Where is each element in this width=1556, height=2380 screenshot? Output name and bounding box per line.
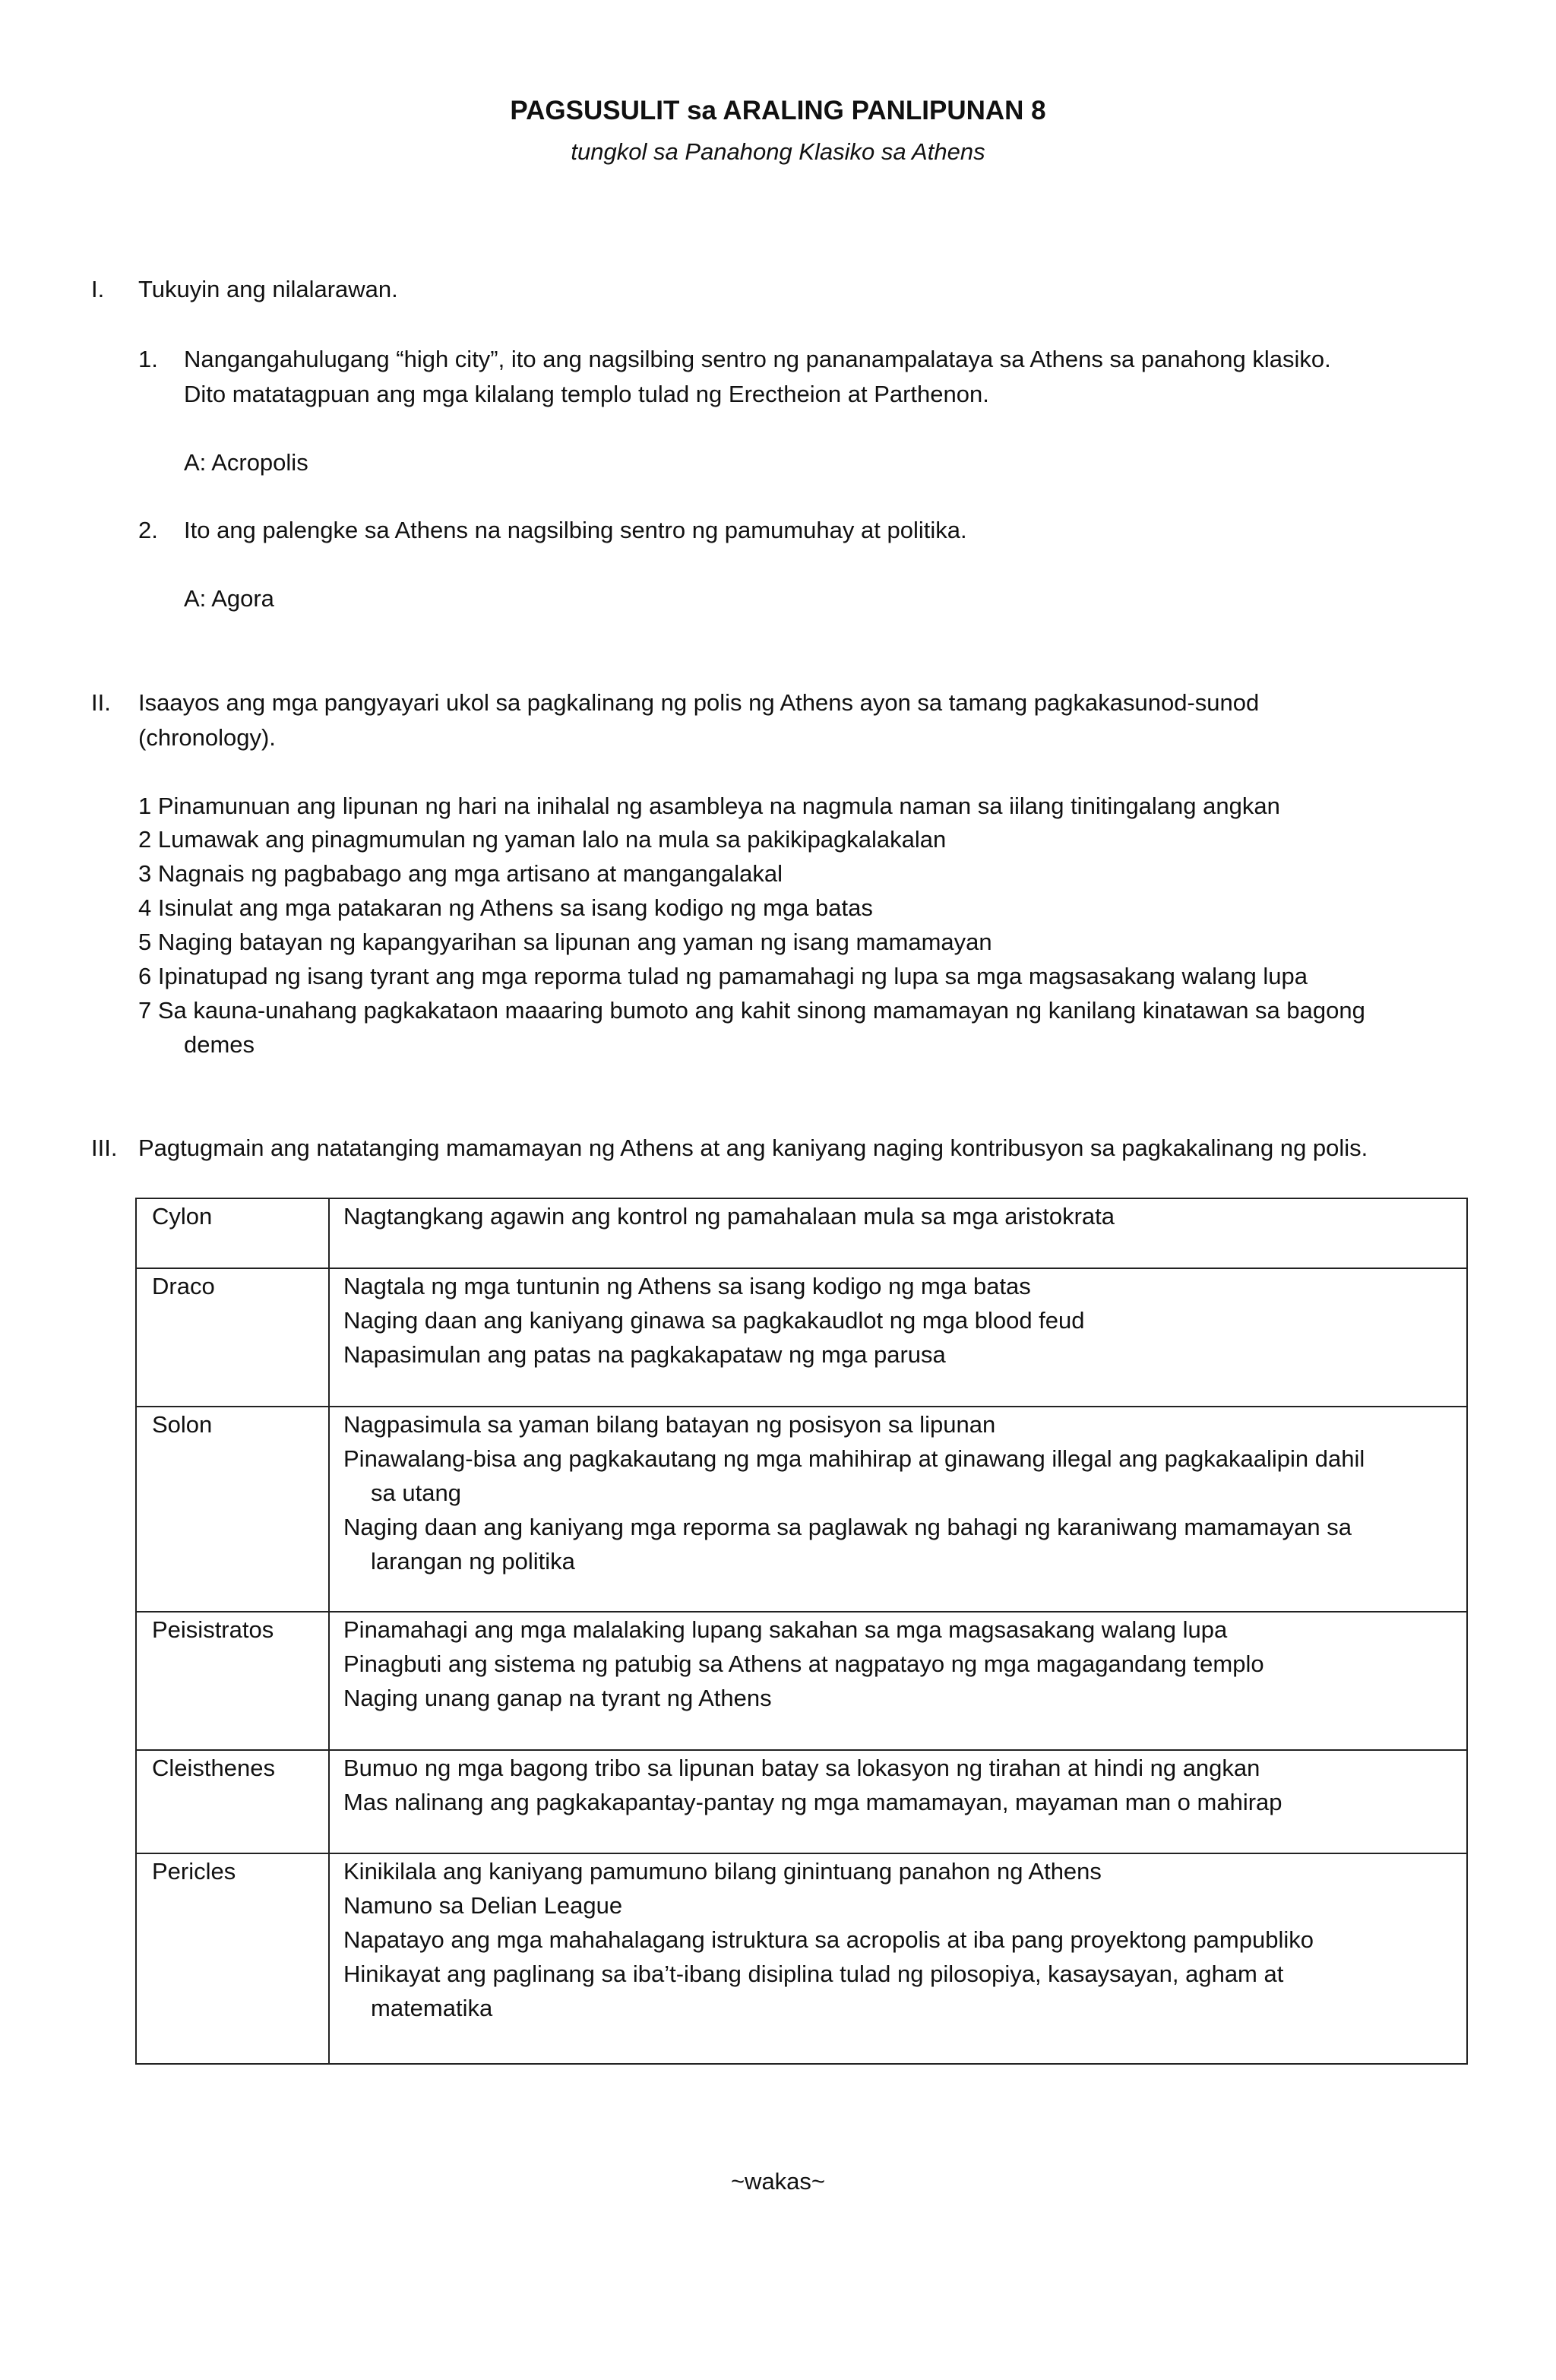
- event-item-2: 2 Lumawak ang pinagmumulan ng yaman lalo na mula sa pakikipagkalakalan: [138, 826, 947, 853]
- person-name: Cylon: [152, 1203, 213, 1230]
- contribution-cell: [329, 1750, 1467, 1853]
- contribution-line-continuation: sa utang: [371, 1480, 461, 1506]
- part2-instruction-line1: Isaayos ang mga pangyayari ukol sa pagkalinang ng polis ng Athens ayon sa tamang pagkakasunod-sunod: [138, 689, 1260, 716]
- contribution-line-continuation: larangan ng politika: [371, 1548, 575, 1575]
- part1-item1-number: 1.: [138, 346, 158, 372]
- contribution-line: Mas nalinang ang pagkakapantay-pantay ng mga mamamayan, mayaman man o mahirap: [343, 1789, 1282, 1815]
- event-item-4: 4 Isinulat ang mga patakaran ng Athens sa isang kodigo ng mga batas: [138, 894, 873, 921]
- contribution-line: Nagpasimula sa yaman bilang batayan ng posisyon sa lipunan: [343, 1411, 996, 1438]
- contribution-cell: [329, 1612, 1467, 1750]
- person-name: Peisistratos: [152, 1616, 274, 1643]
- table-row: [136, 1612, 1467, 1750]
- part1-item1-line2: Dito matatagpuan ang mga kilalang templo tulad ng Erectheion at Parthenon.: [184, 381, 989, 407]
- document-title: PAGSUSULIT sa ARALING PANLIPUNAN 8: [510, 96, 1046, 125]
- person-name-cell: [136, 1407, 329, 1612]
- part1-numeral: I.: [91, 276, 105, 302]
- contribution-line: Pinawalang-bisa ang pagkakautang ng mga mahihirap at ginawang illegal ang pagkakaalipin dahil: [343, 1445, 1365, 1472]
- contribution-line: Kinikilala ang kaniyang pamumuno bilang ginintuang panahon ng Athens: [343, 1858, 1102, 1885]
- part1-instruction: Tukuyin ang nilalarawan.: [138, 276, 398, 302]
- table-row: [136, 1268, 1467, 1407]
- part2-instruction-line2: (chronology).: [138, 724, 276, 751]
- contribution-line: Naging daan ang kaniyang ginawa sa pagkakaudlot ng mga blood feud: [343, 1307, 1085, 1334]
- matching-table: [135, 1198, 1468, 2065]
- contribution-line: Naging unang ganap na tyrant ng Athens: [343, 1685, 772, 1711]
- person-name-cell: [136, 1853, 329, 2064]
- event-item-7: 7 Sa kauna-unahang pagkakataon maaaring bumoto ang kahit sinong mamamayan ng kanilang kinatawan sa bagong: [138, 997, 1365, 1024]
- contribution-cell: [329, 1268, 1467, 1407]
- contribution-line: Napatayo ang mga mahahalagang istruktura sa acropolis at iba pang proyektong pampubliko: [343, 1926, 1314, 1953]
- table-row: [136, 1198, 1467, 1268]
- person-name: Cleisthenes: [152, 1755, 275, 1781]
- event-item-6: 6 Ipinatupad ng isang tyrant ang mga reporma tulad ng pamamahagi ng lupa sa mga magsasakang walang lupa: [138, 963, 1308, 989]
- event-item-5: 5 Naging batayan ng kapangyarihan sa lipunan ang yaman ng isang mamamayan: [138, 929, 992, 955]
- part1-item2-line1: Ito ang palengke sa Athens na nagsilbing sentro ng pamumuhay at politika.: [184, 517, 967, 543]
- part1-item2-answer: A: Agora: [184, 585, 274, 612]
- contribution-cell: [329, 1853, 1467, 2064]
- contribution-line: Bumuo ng mga bagong tribo sa lipunan batay sa lokasyon ng tirahan at hindi ng angkan: [343, 1755, 1260, 1781]
- person-name-cell: [136, 1198, 329, 1268]
- contribution-line: Nagtala ng mga tuntunin ng Athens sa isang kodigo ng mga batas: [343, 1273, 1031, 1299]
- part1-item1-line1: Nangangahulugang “high city”, ito ang nagsilbing sentro ng pananampalataya sa Athens sa panahong klasiko.: [184, 346, 1331, 372]
- table-row: [136, 1407, 1467, 1612]
- contribution-line-continuation: matematika: [371, 1995, 493, 2021]
- event-item-7-continuation: demes: [184, 1031, 255, 1058]
- contribution-line: Naging daan ang kaniyang mga reporma sa paglawak ng bahagi ng karaniwang mamamayan sa: [343, 1514, 1352, 1540]
- part3-instruction: Pagtugmain ang natatanging mamamayan ng Athens at ang kaniyang naging kontribusyon sa pagkakalinang ng polis.: [138, 1135, 1368, 1161]
- contribution-cell: [329, 1407, 1467, 1612]
- contribution-line: Nagtangkang agawin ang kontrol ng pamahalaan mula sa mga aristokrata: [343, 1203, 1115, 1230]
- document-subtitle: tungkol sa Panahong Klasiko sa Athens: [571, 138, 985, 165]
- table-row: [136, 1750, 1467, 1853]
- person-name: Solon: [152, 1411, 213, 1438]
- person-name-cell: [136, 1268, 329, 1407]
- person-name: Pericles: [152, 1858, 236, 1885]
- contribution-line: Hinikayat ang paglinang sa iba’t-ibang disiplina tulad ng pilosopiya, kasaysayan, agham at: [343, 1961, 1284, 1987]
- event-item-1: 1 Pinamunuan ang lipunan ng hari na inihalal ng asambleya na nagmula naman sa iilang tinitingalang angkan: [138, 793, 1280, 819]
- part2-numeral: II.: [91, 689, 111, 716]
- part1-item1-answer: A: Acropolis: [184, 449, 308, 476]
- end-mark: ~wakas~: [730, 2168, 826, 2195]
- person-name-cell: [136, 1750, 329, 1853]
- part1-item2-number: 2.: [138, 517, 158, 543]
- contribution-cell: [329, 1198, 1467, 1268]
- contribution-line: Namuno sa Delian League: [343, 1892, 623, 1919]
- person-name-cell: [136, 1612, 329, 1750]
- person-name: Draco: [152, 1273, 215, 1299]
- contribution-line: Napasimulan ang patas na pagkakapataw ng mga parusa: [343, 1341, 946, 1368]
- contribution-line: Pinamahagi ang mga malalaking lupang sakahan sa mga magsasakang walang lupa: [343, 1616, 1228, 1643]
- event-item-3: 3 Nagnais ng pagbabago ang mga artisano at mangangalakal: [138, 860, 783, 887]
- part3-numeral: III.: [91, 1135, 118, 1161]
- table-row: [136, 1853, 1467, 2064]
- contribution-line: Pinagbuti ang sistema ng patubig sa Athens at nagpatayo ng mga magagandang templo: [343, 1650, 1264, 1677]
